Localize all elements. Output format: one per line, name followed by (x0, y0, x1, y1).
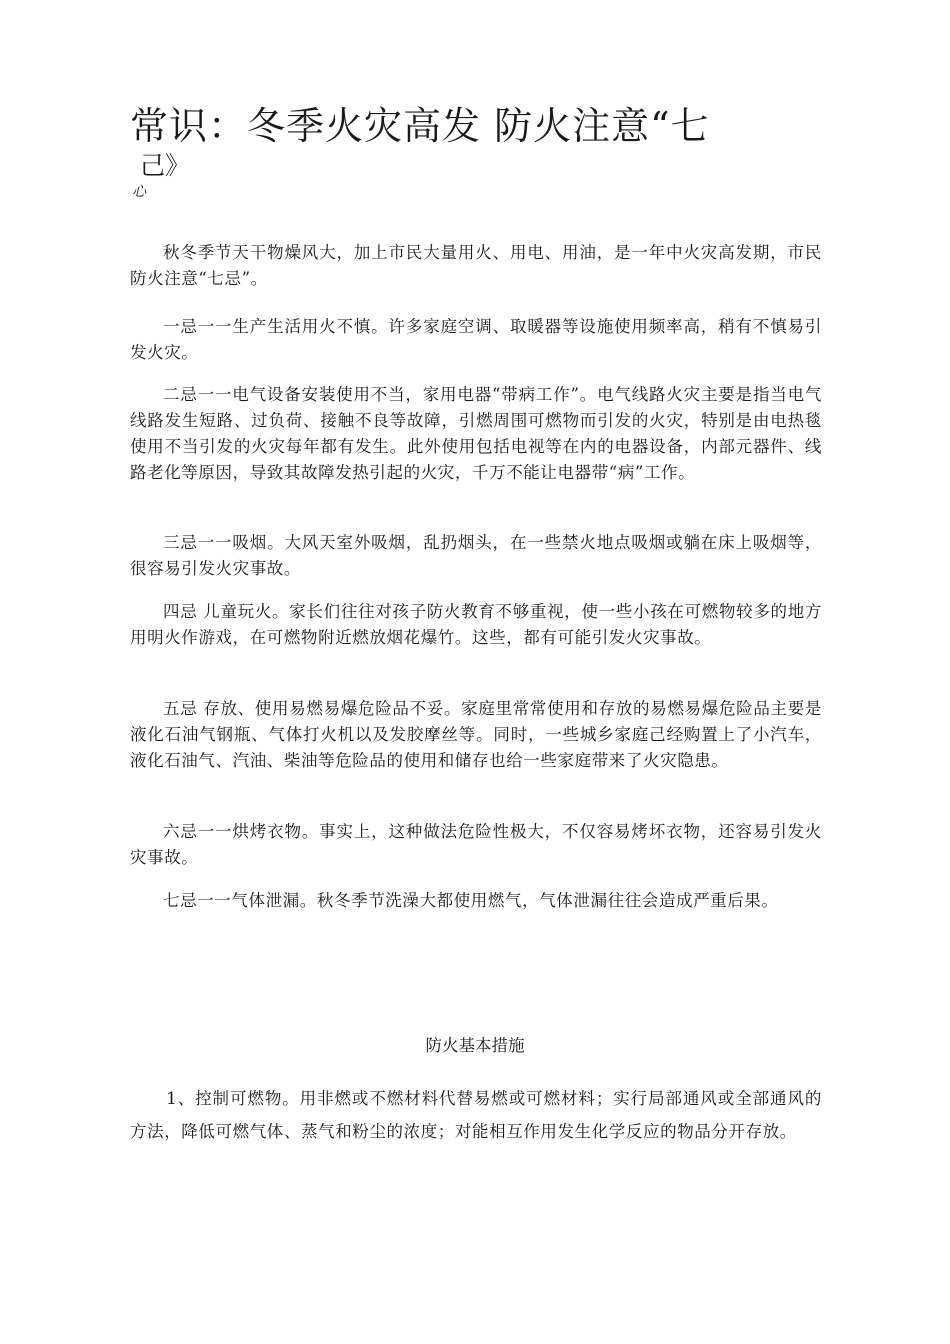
rule-paragraph-3: 三忌一一吸烟。大风天室外吸烟，乱扔烟头，在一些禁火地点吸烟或躺在床上吸烟等，很容易引发火灾事故。 (130, 533, 822, 578)
measure-paragraph-1: 1、控制可燃物。用非燃或不燃材料代替易燃或可燃材料；实行局部通风或全部通风的方法，降低可燃气体、蒸气和粉尘的浓度；对能相互作用发生化学反应的物品分开存放。 (130, 1089, 822, 1141)
rule-paragraph-5: 五忌 存放、使用易燃易爆危险品不妥。家庭里常常使用和存放的易燃易爆危险品主要是液化石油气钢瓶、气体打火机以及发胶摩丝等。同时，一些城乡家庭己经购置上了小汽车，液化石油气、汽油、柴油等危险品的使用和储存也给一些家庭带来了火灾隐患。 (130, 699, 822, 770)
intro-paragraph: 秋冬季节天干物燥风大，加上市民大量用火、用电、用油，是一年中火灾高发期，市民防火注意“七忌”。 (130, 243, 822, 288)
section-heading: 防火基本措施 (425, 1036, 525, 1055)
title-fragment: 心 (132, 184, 146, 200)
rule-paragraph-6: 六忌一一烘烤衣物。事实上，这种做法危险性极大，不仅容易烤坏衣物，还容易引发火灾事故。 (130, 822, 822, 867)
document-title: 常识：冬季火灾高发 防火注意“七 (130, 104, 710, 148)
rule-paragraph-7: 七忌一一气体泄漏。秋冬季节洗澡大都使用燃气，气体泄漏往往会造成严重后果。 (163, 891, 779, 910)
rule-paragraph-1: 一忌一一生产生活用火不慎。许多家庭空调、取暖器等设施使用频率高，稍有不慎易引发火灾。 (130, 317, 822, 362)
rule-paragraph-2: 二忌一一电气设备安装使用不当，家用电器“带病工作”。电气线路火灾主要是指当电气线路发生短路、过负荷、接触不良等故障，引燃周围可燃物而引发的火灾，特别是由电热毯使用不当引发的火灾每年都有发生。此外使用包括电视等在内的电器设备，内部元器件、线路老化等原因，导致其故障发热引起的火灾，千万不能让电器带“病”工作。 (130, 385, 822, 482)
document-title-continuation: 己》 (140, 151, 191, 180)
rule-paragraph-4: 四忌 儿童玩火。家长们往往对孩子防火教育不够重视，使一些小孩在可燃物较多的地方用明火作游戏，在可燃物附近燃放烟花爆竹。这些，都有可能引发火灾事故。 (130, 602, 822, 647)
